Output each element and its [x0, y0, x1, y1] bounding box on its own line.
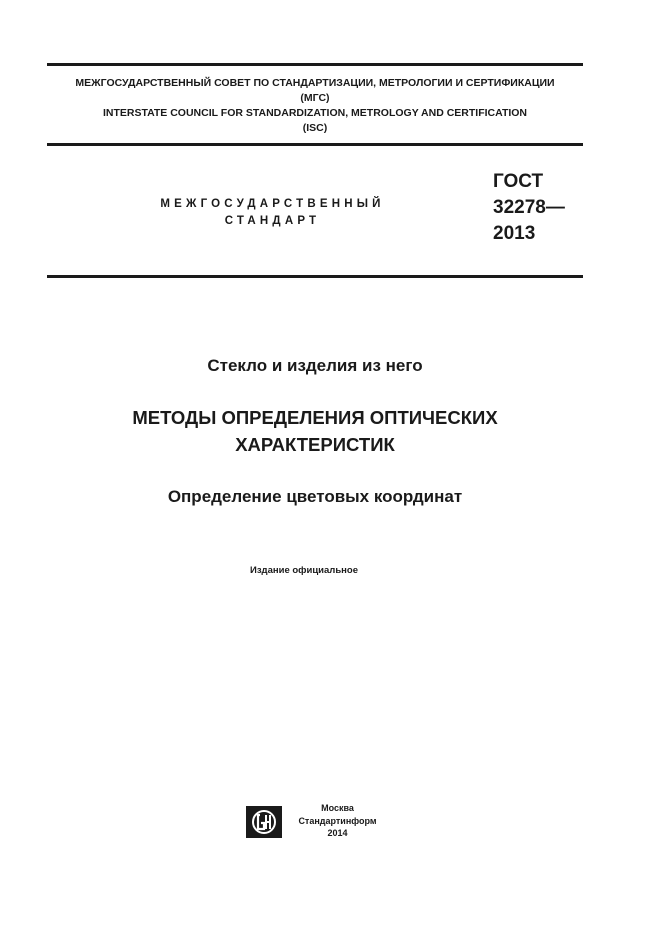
logo-graphic: [246, 806, 282, 838]
document-title: [47, 404, 583, 458]
document-title-line1: МЕТОДЫ ОПРЕДЕЛЕНИЯ ОПТИЧЕСКИХ: [132, 407, 498, 428]
council-name-en: INTERSTATE COUNCIL FOR STANDARDIZATION, METROLOGY AND CERTIFICATION: [102, 107, 528, 119]
publisher-block: [290, 802, 385, 840]
council-header: [47, 76, 583, 136]
publisher-name: Стандартинформ: [298, 815, 377, 826]
document-title-line2: ХАРАКТЕРИСТИК: [235, 434, 395, 455]
top-rule: [47, 63, 583, 66]
council-abbr-ru: (МГС): [300, 92, 330, 104]
standard-type-line2: СТАНДАРТ: [224, 215, 321, 227]
standard-type-line1: МЕЖГОСУДАРСТВЕННЫЙ: [160, 198, 385, 210]
header-rule: [47, 143, 583, 146]
edition-note: Издание официальное: [250, 565, 358, 576]
gost-year: 2013: [493, 223, 536, 244]
publication-year: 2014: [327, 828, 348, 838]
designation-rule: [47, 275, 583, 278]
document-subtitle: Определение цветовых координат: [167, 487, 463, 506]
standard-type-label: [110, 196, 435, 230]
gost-number: 32278—: [493, 197, 565, 218]
publisher-city: Москва: [321, 803, 354, 813]
council-name-ru: МЕЖГОСУДАРСТВЕННЫЙ СОВЕТ ПО СТАНДАРТИЗАЦИИ, МЕТРОЛОГИИ И СЕРТИФИКАЦИИ: [75, 77, 555, 89]
document-subject: Стекло и изделия из него: [207, 356, 423, 375]
gost-line1: ГОСТ: [493, 171, 544, 192]
standartinform-logo-icon: [246, 806, 282, 838]
council-abbr-en: (ISC): [302, 122, 328, 134]
gost-designation: [493, 169, 565, 247]
